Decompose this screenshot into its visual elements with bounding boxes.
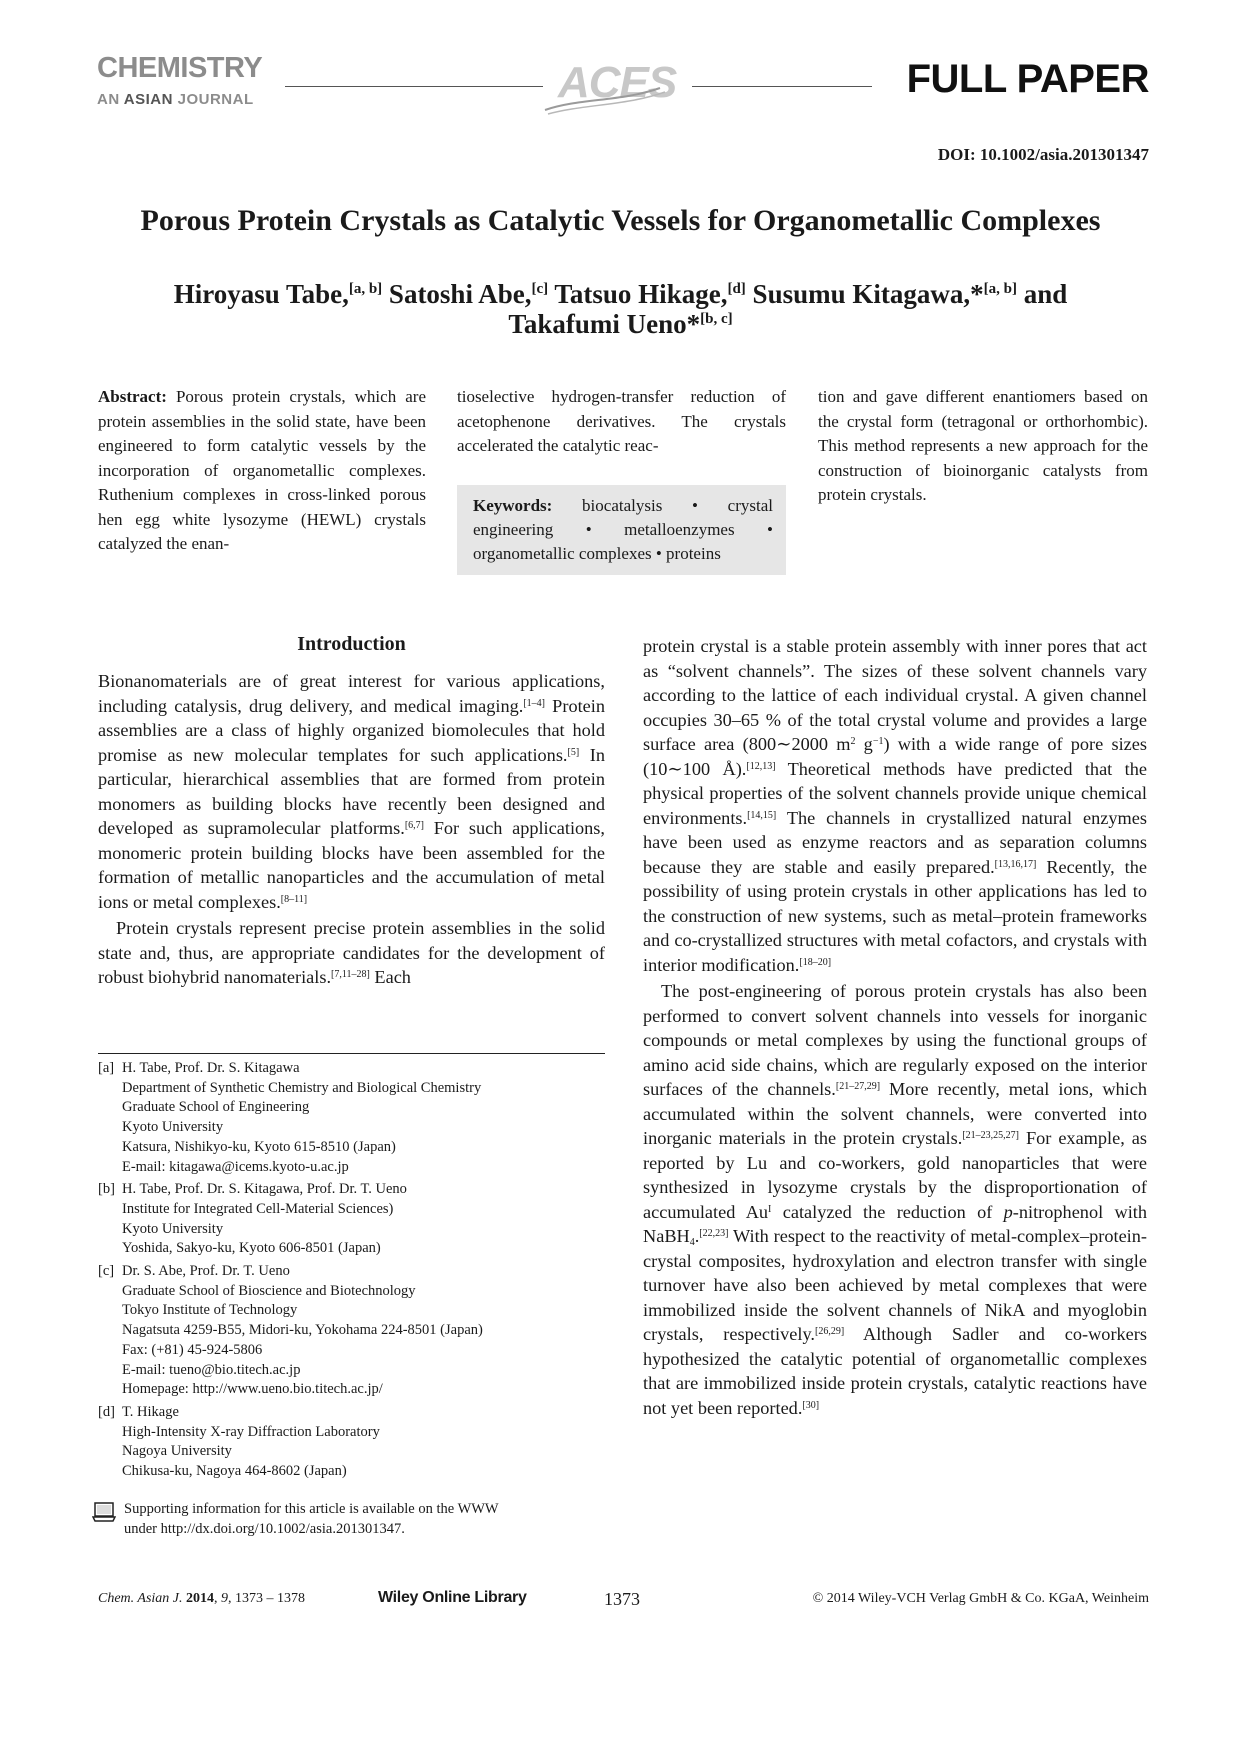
supporting-info-line: Supporting information for this article is available on the WWW xyxy=(124,1501,499,1517)
computer-icon xyxy=(92,1501,116,1523)
keywords-list: biocatalysis • crystal engineering • metalloenzymes • organometallic complexes • proteins xyxy=(473,496,773,563)
affiliation-tag: [b] xyxy=(98,1181,115,1198)
affiliation-line: Fax: (+81) 45-924-5806 xyxy=(122,1341,263,1358)
abstract-column-1: Abstract: Porous protein crystals, which are protein assemblies in the solid state, have been engineered to form catalytic vessels by the incorporation of organometallic complexes. Ruthenium complexes in cross-linked porous hen egg white lysozyme (HEWL) crystals catalyzed the enan- xyxy=(98,387,426,553)
author-list: Hiroyasu Tabe,[a, b] Satoshi Abe,[c] Tatsuo Hikage,[d] Susumu Kitagawa,*[a, b] and Takafumi Ueno*[b, c] xyxy=(173,279,1068,339)
affiliation-line: Tokyo Institute of Technology xyxy=(122,1302,298,1319)
keywords-label: Keywords: xyxy=(473,496,553,515)
footer-citation: Chem. Asian J. 2014, 9, 1373 – 1378 xyxy=(98,1591,306,1606)
affiliation-line: Kyoto University xyxy=(122,1119,224,1136)
supporting-info xyxy=(92,1500,612,1539)
body-column-left xyxy=(98,669,605,990)
paragraph: Protein crystals represent precise protein assemblies in the solid state and, thus, are appropriate candidates for the development of robust biohybrid nanomaterials.[7,11–28] Each xyxy=(98,918,605,987)
affiliation-line: Yoshida, Sakyo-ku, Kyoto 606-8501 (Japan) xyxy=(122,1240,381,1257)
supporting-info-link[interactable]: under http://dx.doi.org/10.1002/asia.201301347. xyxy=(124,1520,405,1537)
affiliation-line: Department of Synthetic Chemistry and Biological Chemistry xyxy=(122,1079,482,1096)
affiliation-line: Institute for Integrated Cell-Material Sciences) xyxy=(122,1200,394,1217)
affiliation-line: Graduate School of Engineering xyxy=(122,1099,310,1116)
journal-name: CHEMISTRY xyxy=(97,52,263,84)
affiliation-line: Graduate School of Bioscience and Biotechnology xyxy=(122,1282,416,1299)
affiliation xyxy=(98,1059,605,1177)
author: Susumu Kitagawa,* xyxy=(752,279,984,309)
affiliation xyxy=(98,1403,605,1482)
affiliation-line[interactable]: Homepage: http://www.ueno.bio.titech.ac.jp/ xyxy=(122,1381,383,1398)
paragraph: The post-engineering of porous protein crystals has also been performed to convert solvent channels into vessels for inorganic compounds or metal complexes by using the functional groups of amino acid side chains, which are regularly exposed on the interior surfaces of the channels.[21–27,29] More recently, metal ions, which accumulated within the solvent channels, were converted into inorganic materials in the protein crystals.[21–23,25,27] For example, as reported by Lu and co-workers, gold nanoparticles that were synthesized in lysozyme crystals by the disproportionation of accumulated $Au^I$ catalyzed the reduction of p-nitrophenol with NaBH$_4$.[22,23] With respect to the reactivity of metal-complex–protein-crystal composites, hydroxylation and electron transfer with single turnover have also been achieved by metal complexes that were immobilized inside the solvent channels of NikA and myoglobin crystals, respectively.[26,29] Although Sadler and co-workers hypothesized the catalytic potential of organometallic complexes that are immobilized inside protein crystals, catalytic reactions have not yet been reported.[30] xyxy=(643,981,1148,1418)
footer-copyright: © 2014 Wiley-VCH Verlag GmbH & Co. KGaA, Weinheim xyxy=(812,1591,1149,1606)
author: Tatsuo Hikage, xyxy=(554,279,728,309)
affiliation-line: H. Tabe, Prof. Dr. S. Kitagawa, Prof. Dr. T. Ueno xyxy=(122,1181,407,1198)
page-number: 1373 xyxy=(604,1589,640,1609)
keywords-box xyxy=(457,485,786,575)
article-type: FULL PAPER xyxy=(906,57,1149,101)
abstract-column-3: tion and gave different enantiomers based on the crystal form (tetragonal or orthorhombic). This method represents a new approach for the construction of bioinorganic catalysts from protein crystals. xyxy=(818,387,1148,504)
author: Hiroyasu Tabe, xyxy=(173,279,349,309)
affiliations xyxy=(98,1059,605,1485)
affiliation-line: H. Tabe, Prof. Dr. S. Kitagawa xyxy=(122,1060,300,1076)
doi: DOI: 10.1002/asia.201301347 xyxy=(937,145,1149,164)
paragraph: Bionanomaterials are of great interest for various applications, including catalysis, drug delivery, and medical imaging.[1–4] Protein assemblies are a class of highly organized biomolecules that hold promise as new molecular templates for such applications.[5] In particular, hierarchical assemblies that are formed from protein monomers as building blocks have recently been designed and developed as supramolecular platforms.[6,7] For such applications, monomeric protein building blocks have been assembled for the formation of metallic nanoparticles and the accumulation of metal ions or metal complexes.[8–11] xyxy=(98,671,605,912)
author: Takafumi Ueno* xyxy=(508,309,701,339)
footnote-rule xyxy=(98,1053,605,1054)
abstract-column-2: tioselective hydrogen-transfer reduction of acetophenone derivatives. The crystals accelerated the catalytic reac- xyxy=(457,387,786,455)
footer-library: Wiley Online Library xyxy=(378,1589,527,1606)
affiliation-line: Kyoto University xyxy=(122,1220,224,1237)
author-conjunction: and xyxy=(1023,279,1068,309)
header-rule-right xyxy=(692,86,872,87)
affiliation-line: Nagatsuta 4259-B55, Midori-ku, Yokohama 224-8501 (Japan) xyxy=(122,1322,483,1339)
affiliation-line: T. Hikage xyxy=(122,1403,179,1420)
affiliation-line[interactable]: E-mail: tueno@bio.titech.ac.jp xyxy=(122,1361,301,1378)
body-column-right xyxy=(643,634,1147,1420)
affiliation-line[interactable]: E-mail: kitagawa@icems.kyoto-u.ac.jp xyxy=(122,1158,349,1175)
section-heading: Introduction xyxy=(297,633,406,655)
abstract-label: Abstract: xyxy=(98,387,167,406)
affiliation xyxy=(98,1262,605,1400)
paper-title: Porous Protein Crystals as Catalytic Vessels for Organometallic Complexes xyxy=(140,204,1101,237)
author: Satoshi Abe, xyxy=(388,279,532,309)
affiliation-line: Chikusa-ku, Nagoya 464-8602 (Japan) xyxy=(122,1463,347,1480)
affiliation-tag: [d] xyxy=(98,1403,115,1420)
affiliation-line: Nagoya University xyxy=(122,1443,232,1460)
affiliation-line: Katsura, Nishikyo-ku, Kyoto 615-8510 (Japan) xyxy=(122,1138,396,1155)
header-rule-left xyxy=(285,86,543,87)
affiliation-line: Dr. S. Abe, Prof. Dr. T. Ueno xyxy=(122,1263,290,1280)
affiliation-line: High-Intensity X-ray Diffraction Laboratory xyxy=(122,1423,380,1440)
affiliation-tag: [a] xyxy=(98,1060,115,1076)
paragraph: protein crystal is a stable protein assembly with inner pores that act as “solvent channels”. The sizes of these solvent channels vary according to the lattice of each individual crystal. A given channel occupies 30–65 % of the total crystal volume and provides a large surface area (800∼2000 $m^2$ $g^{-1}$) with a wide range of pore sizes (10∼100 Å).[12,13] Theoretical methods have predicted that the physical properties of the solvent channels provide unique chemical environments.[14,15] The channels in crystallized natural enzymes have been used as enzyme reactors and as separation columns because they are stable and easily prepared.[13,16,17] Recently, the possibility of using protein crystals in other applications has led to the construction of new systems, such as metal–protein frameworks and co-crystallized structures with metal cofactors, and crystals with interior modification.[18–20] xyxy=(643,636,1148,975)
journal-subtitle: AN ASIAN JOURNAL xyxy=(97,91,254,108)
affiliation xyxy=(98,1180,605,1259)
aces-logo: ACES xyxy=(540,58,690,120)
affiliation-tag: [c] xyxy=(98,1263,115,1280)
